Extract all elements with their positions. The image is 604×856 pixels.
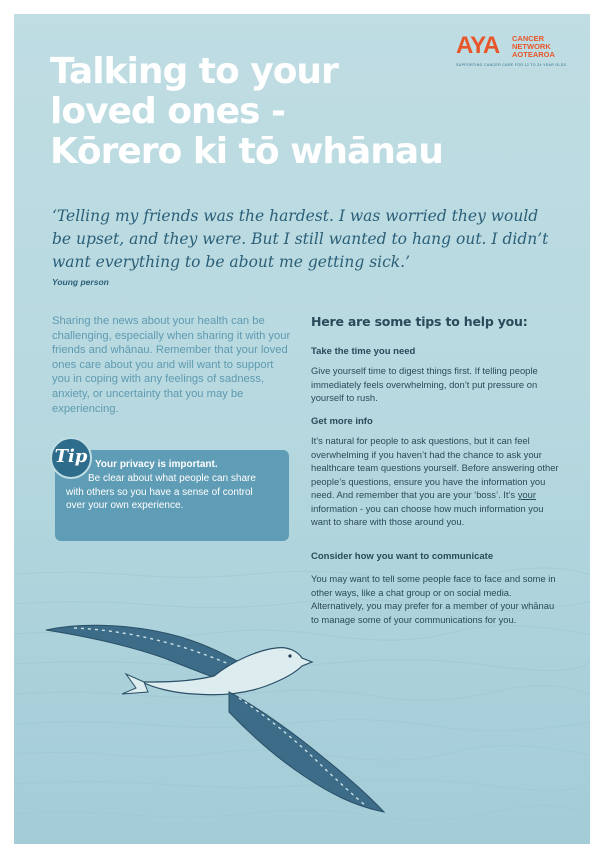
info-text-a: It’s natural for people to ask questions, but it can feel overwhelming if you haven’t had the chance to ask your healthcare team questions yourself. Before answering other people’s questions, ensure you have the information you need. And remember that you are your ‘boss’. It’s [311, 435, 559, 500]
tip-line: Be clear about what people can share [88, 473, 256, 484]
section-heading-info: Get more info [311, 416, 373, 427]
logo-tagline: SUPPORTING CANCER CARE FOR 12 TO 24 YEAR OLDS [456, 63, 567, 67]
tips-title: Here are some tips to help you: [311, 314, 528, 329]
logo-line: CANCER [512, 34, 545, 43]
title-line: Talking to your [50, 51, 338, 92]
document-page [14, 14, 590, 844]
info-text-b: information - you can choose how much information you want to share with those around you. [311, 502, 544, 527]
section-body-info [311, 434, 561, 529]
tip-line: with others so you have a sense of control [66, 486, 253, 498]
logo-wordmark [512, 35, 555, 59]
aya-logo [454, 32, 584, 82]
title-line: loved ones - [50, 91, 285, 132]
info-text-underlined: your [517, 489, 536, 500]
section-heading-time: Take the time you need [311, 346, 416, 357]
title-line: Kōrero ki tō whānau [50, 131, 443, 172]
tip-body [66, 472, 286, 513]
section-body-communicate: You may want to tell some people face to face and some in other ways, like a chat group or on social media. Alternatively, you may prefer for a member of your whānau to manage some of your communications for you. [311, 573, 556, 625]
page-title [50, 52, 470, 172]
logo-mark: AYA [456, 32, 500, 59]
section-body-time: Give yourself time to digest things first. If telling people immediately feels overwhelming, don’t put pressure on yourself to rush. [311, 365, 538, 403]
tip-heading: Your privacy is important. [95, 459, 218, 470]
bird-eye [288, 654, 291, 657]
logo-line: NETWORK [512, 42, 551, 51]
quote-attribution: Young person [52, 277, 109, 287]
bird-tail [122, 674, 148, 694]
section-heading-communicate: Consider how you want to communicate [311, 551, 494, 562]
seabird-illustration [44, 608, 400, 814]
intro-paragraph: Sharing the news about your health can be challenging, especially when sharing it with your friends and whānau. Remember that your loved ones care about you and will want to support you in coping with any feelings of sadness, anxiety, or uncertainty that you may be experiencing. [52, 315, 291, 415]
pull-quote: ‘Telling my friends was the hardest. I was worried they would be upset, and they were. But I still wanted to hang out. I didn’t want everything to be about me getting sick.’ [52, 207, 549, 271]
tip-line: over your own experience. [66, 500, 184, 511]
tip-badge-label: Tip [54, 446, 88, 467]
logo-line: AOTEAROA [512, 50, 555, 59]
